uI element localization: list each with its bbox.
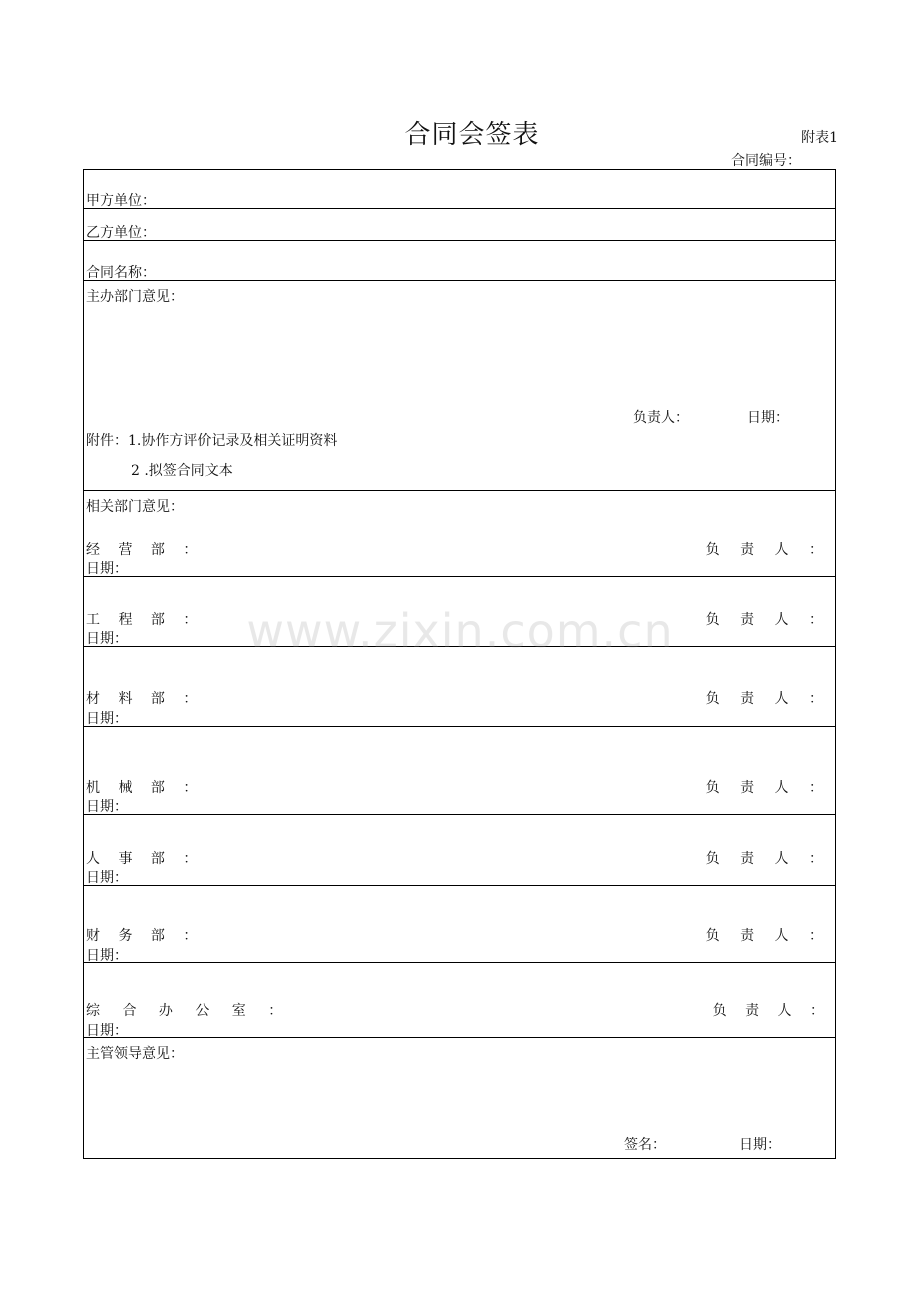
- dept-date-label: 日期：: [86, 799, 128, 815]
- contract-name-row: [84, 241, 835, 281]
- dept-name: 经 营 部 ：: [86, 542, 205, 558]
- leader-date-label: 日期：: [739, 1137, 781, 1153]
- dept-row-machinery: [84, 727, 835, 815]
- contract-number-label: 合同编号：: [731, 153, 801, 169]
- dept-name: 人 事 部 ：: [86, 851, 205, 867]
- dept-row-finance: [84, 886, 835, 963]
- dept-name: 综 合 办 公 室 ：: [86, 1003, 292, 1019]
- host-owner-label: 负责人：: [633, 410, 689, 426]
- dept-owner-label: 负 责 人 ：: [705, 780, 831, 796]
- host-date-label: 日期：: [747, 410, 789, 426]
- dept-name: 材 料 部 ：: [86, 691, 205, 707]
- dept-name: 工 程 部 ：: [86, 612, 205, 628]
- dept-owner-label: 负 责 人 ：: [705, 612, 831, 628]
- dept-owner-label: 负 责 人 ：: [712, 1003, 831, 1019]
- dept-row-business: [84, 491, 835, 577]
- sign-off-form: [83, 169, 836, 1159]
- appendix-label: 附表1: [801, 130, 838, 146]
- dept-date-label: 日期：: [86, 711, 128, 727]
- host-dept-label: 主办部门意见：: [86, 289, 184, 305]
- dept-row-hr: [84, 815, 835, 886]
- dept-owner-label: 负 责 人 ：: [705, 542, 831, 558]
- dept-owner-label: 负 责 人 ：: [705, 851, 831, 867]
- party-a-row: [84, 170, 835, 209]
- dept-date-label: 日期：: [86, 561, 128, 577]
- dept-row-materials: [84, 647, 835, 727]
- dept-owner-label: 负 责 人 ：: [705, 691, 831, 707]
- dept-date-label: 日期：: [86, 870, 128, 886]
- watermark: www.zixin.com.cn: [246, 604, 674, 658]
- related-dept-label: 相关部门意见：: [86, 499, 184, 515]
- attachments-label: 附件：1.协作方评价记录及相关证明资料: [86, 433, 338, 449]
- party-a-label: 甲方单位：: [86, 193, 156, 209]
- dept-name: 机 械 部 ：: [86, 780, 205, 796]
- dept-date-label: 日期：: [86, 948, 128, 964]
- dept-date-label: 日期：: [86, 1023, 128, 1039]
- dept-date-label: 日期：: [86, 631, 128, 647]
- page-title: 合同会签表: [404, 120, 540, 150]
- party-b-row: [84, 209, 835, 241]
- party-b-label: 乙方单位：: [86, 225, 156, 241]
- dept-name: 财 务 部 ：: [86, 928, 205, 944]
- leader-row: [84, 1038, 835, 1160]
- attachment-2-label: 2 .拟签合同文本: [131, 463, 233, 479]
- leader-label: 主管领导意见：: [86, 1046, 184, 1062]
- host-dept-row: [84, 281, 835, 491]
- leader-sign-label: 签名：: [624, 1137, 666, 1153]
- dept-owner-label: 负 责 人 ：: [705, 928, 831, 944]
- dept-row-general-office: [84, 963, 835, 1038]
- contract-name-label: 合同名称：: [86, 265, 156, 281]
